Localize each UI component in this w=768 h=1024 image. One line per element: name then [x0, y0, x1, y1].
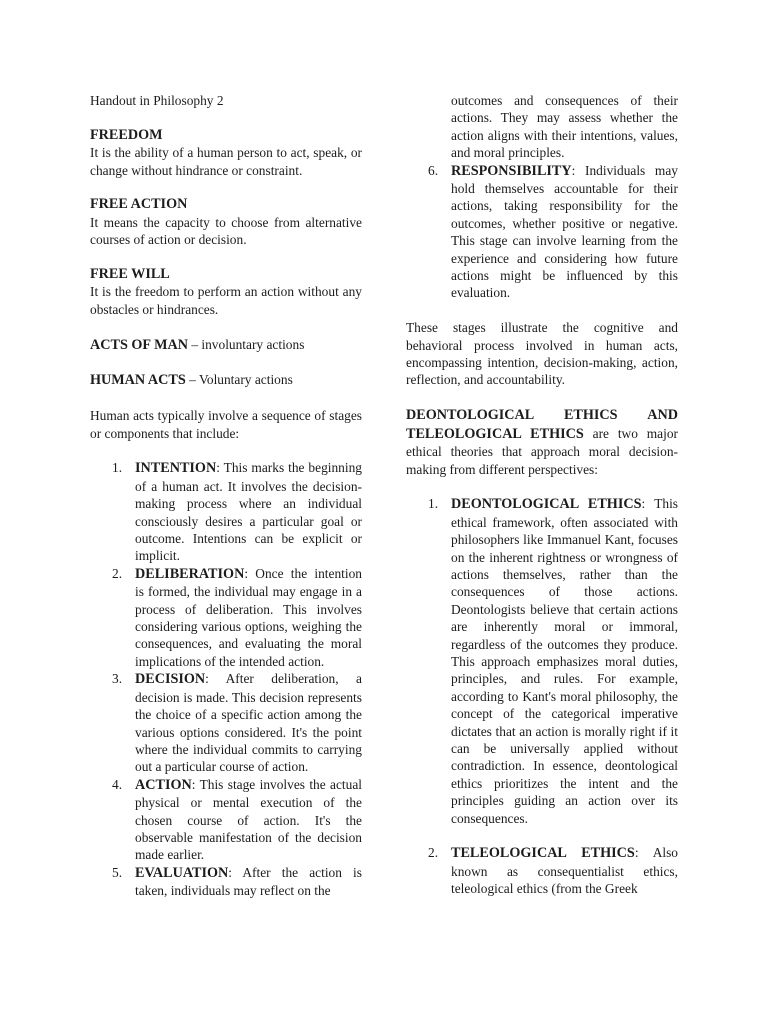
- list-item: [90, 776, 362, 864]
- stage-text: : This stage involves the actual physical or mental execution of the chosen course of action. It's the observable manifestation of the decision made earlier.: [135, 776, 362, 863]
- ethics-intro-text: are two major ethical theories that approach moral decision-making from different perspectives:: [406, 425, 678, 477]
- stage-term: ACTION: [135, 776, 192, 793]
- list-number: 2.: [428, 845, 439, 861]
- definition-text: It is the freedom to perform an action without any obstacles or hindrances.: [90, 284, 362, 317]
- stages-summary: These stages illustrate the cognitive and behavioral process involved in human acts, encompassing intention, decision-making, action, reflection, and accountability.: [406, 320, 678, 388]
- theory-text: : Also known as consequentialist ethics, teleological ethics (from the Greek: [451, 845, 678, 897]
- definition-freedom: [90, 127, 362, 179]
- definition-term: FREEDOM: [90, 126, 163, 143]
- theories-list-2: [406, 844, 678, 897]
- ethics-intro-term: DEONTOLOGICAL ETHICS AND TELEOLOGICAL ETHICS: [406, 407, 678, 442]
- stage-term: DECISION: [135, 671, 206, 688]
- stage-term: INTENTION: [135, 460, 217, 477]
- acts-of-man-sep: –: [188, 336, 202, 352]
- left-column: [90, 92, 362, 900]
- stage-term: RESPONSIBILITY: [451, 162, 572, 179]
- list-item: [406, 162, 678, 302]
- list-number: 4.: [112, 776, 123, 792]
- definition-text: It means the capacity to choose from alternative courses of action or decision.: [90, 214, 362, 248]
- stages-intro: Human acts typically involve a sequence of stages or components that include:: [90, 408, 362, 441]
- document-title: Handout in Philosophy 2: [90, 93, 224, 108]
- list-number: 1.: [112, 460, 123, 476]
- list-number: 2.: [112, 565, 123, 581]
- stage-text: : Individuals may hold themselves accountable for their actions, taking responsibility for the outcomes, whether positive or negative. This stage can involve learning from the experience and considering how future actions might be influenced by this evaluation.: [451, 162, 678, 301]
- theory-term: TELEOLOGICAL ETHICS: [451, 845, 635, 862]
- stage-5-continued: outcomes and consequences of their actions. They may assess whether the action aligns with their intentions, values, and moral principles.: [451, 93, 678, 161]
- stage-text: : After deliberation, a decision is made. This decision represents the choice of a specific action among the various options considered. It's the point where the individual commits to carrying out a particular course of action.: [135, 671, 362, 775]
- list-item: [90, 565, 362, 670]
- definition-text: It is the ability of a human person to act, speak, or change without hindrance or constraint.: [90, 145, 362, 178]
- stages-list-continued: [406, 162, 678, 302]
- list-number: 5.: [112, 864, 123, 880]
- list-item: [406, 495, 678, 827]
- human-acts-text: Voluntary actions: [198, 372, 293, 388]
- stage-text: : This marks the beginning of a human act. It involves the decision-making process where an individual consciously desires a particular goal or outcome. Intentions can be explicit or implicit.: [135, 460, 362, 564]
- list-number: 1.: [428, 496, 439, 512]
- theory-term: DEONTOLOGICAL ETHICS: [451, 496, 642, 513]
- acts-of-man-term: ACTS OF MAN: [90, 336, 188, 353]
- list-item: [90, 459, 362, 564]
- stage-term: DELIBERATION: [135, 565, 245, 582]
- definition-free-action: [90, 196, 362, 248]
- theories-list: [406, 495, 678, 827]
- acts-of-man-line: [90, 336, 362, 354]
- list-number: 6.: [428, 162, 439, 178]
- list-item: [406, 844, 678, 897]
- acts-of-man-text: involuntary actions: [201, 336, 305, 352]
- list-item: [90, 864, 362, 900]
- stage-term: EVALUATION: [135, 864, 229, 881]
- definition-term: FREE ACTION: [90, 196, 188, 213]
- human-acts-term: HUMAN ACTS: [90, 372, 186, 389]
- stages-list: [90, 459, 362, 899]
- human-acts-sep: –: [185, 372, 199, 388]
- stage-text: : After the action is taken, individuals may reflect on the: [135, 864, 362, 899]
- list-item: [90, 670, 362, 775]
- human-acts-line: [90, 371, 362, 389]
- theory-text: : This ethical framework, often associated with philosophers like Immanuel Kant, focuses on the inherent rightness or wrongness of actions themselves, rather than the consequences of those actions. Deontologists believe that certain actions are inherently moral or immoral, regardless of the outcomes they produce. This approach emphasizes moral duties, principles, and rules. For example, according to Kant's moral philosophy, the concept of the categorical imperative dictates that an action is morally right if it can be universally applied without contradiction. In essence, deontological ethics prioritizes the intent and the principles guiding an action over its consequences.: [451, 496, 678, 826]
- ethics-intro: [406, 406, 678, 478]
- definition-free-will: [90, 266, 362, 318]
- right-column: [406, 92, 678, 898]
- stage-text: : Once the intention is formed, the individual may engage in a process of deliberation. This involves considering various options, weighing the consequences, and evaluating the moral implications of the intended action.: [135, 565, 362, 669]
- list-number: 3.: [112, 671, 123, 687]
- definition-term: FREE WILL: [90, 266, 170, 283]
